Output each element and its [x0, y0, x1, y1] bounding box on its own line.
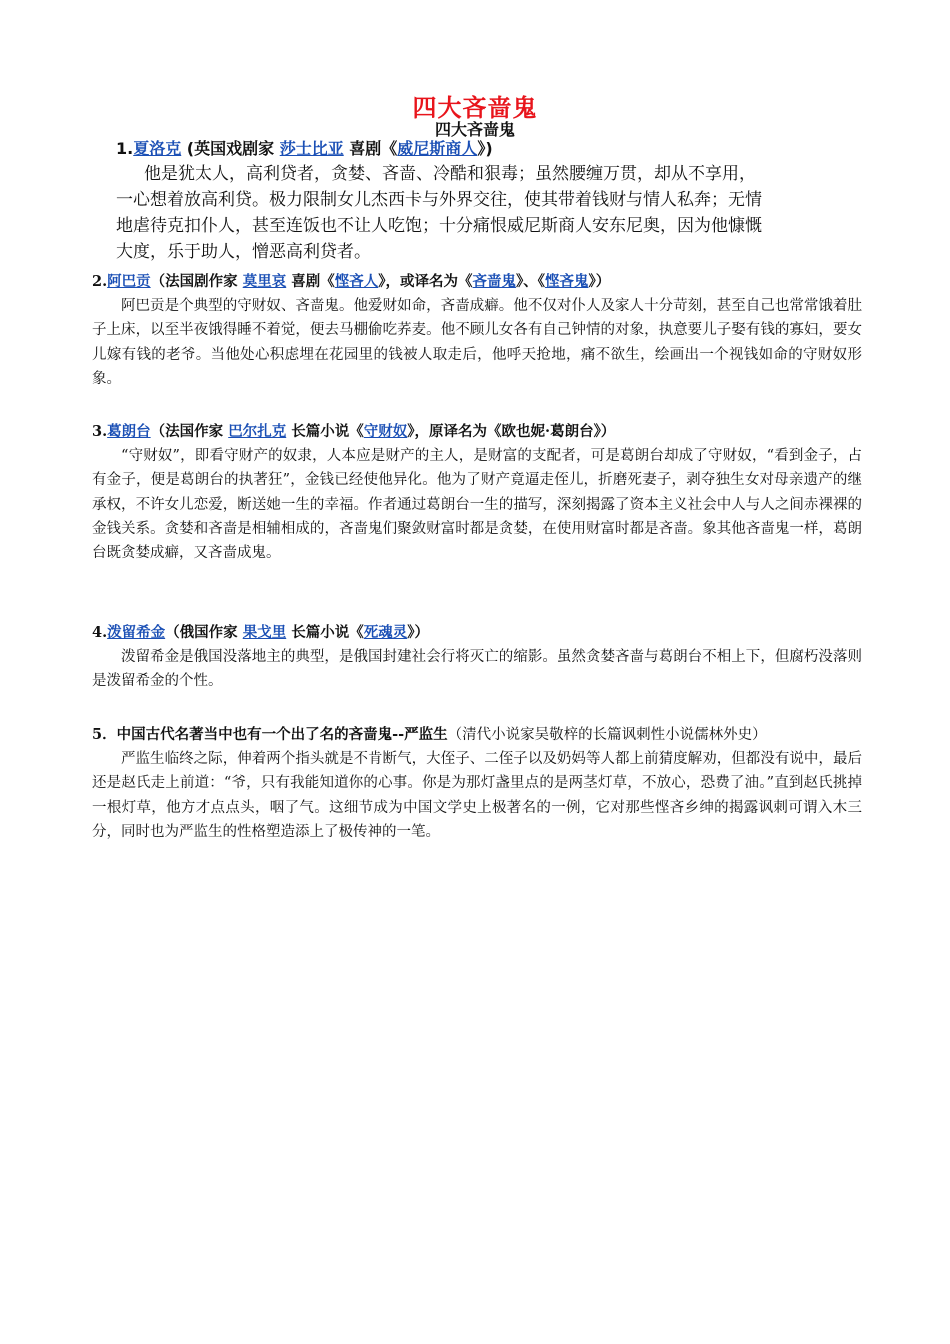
- page-title: 四大吝啬鬼: [412, 94, 538, 122]
- author-link[interactable]: 巴尔扎克: [228, 423, 287, 440]
- section-body: 阿巴贡是个典型的守财奴、吝啬鬼。他爱财如命，吝啬成癖。他不仅对仆人及家人十分苛刻，甚至自己也常常饿着肚子上床，以至半夜饿得睡不着觉，便去马棚偷吃荞麦。他不顾儿女各有自己钟情的对象，执意要儿子娶有钱的寡妇，要女儿嫁有钱的老爷。当他处心积虑埋在花园里的钱被人取走后，他呼天抢地，痛不欲生，绘画出一个视钱如命的守财奴形象。: [92, 298, 862, 387]
- author-link[interactable]: 果戈里: [242, 624, 287, 641]
- body-line: 一心想着放高利贷。极力限制女儿杰西卡与外界交往，使其带着钱财与情人私奔；无情: [116, 190, 762, 210]
- section-title: 5．中国古代名著当中也有一个出了名的吝啬鬼--严监生: [92, 726, 448, 743]
- section-heading: 1.夏洛克 (英国戏剧家 莎士比亚 喜剧《威尼斯商人》): [116, 139, 493, 158]
- section-number: 4.: [92, 624, 108, 641]
- section-body: “守财奴”，即看守财产的奴隶，人本应是财产的主人，是财富的支配者，可是葛朗台却成了守财奴，“看到金子，占有金子，便是葛朗台的执著狂”，金钱已经使他异化。他为了财产竟逼走侄儿，折磨死妻子，剥夺独生女对母亲遗产的继承权，不许女儿恋爱，断送她一生的幸福。作者通过葛朗台一生的描写，深刻揭露了资本主义社会中人与人之间赤裸裸的金钱关系。贪婪和吝啬是相辅相成的，吝啬鬼们聚敛财富时都是贪婪，在使用财富时都是吝啬。象其他吝啬鬼一样，葛朗台既贪婪成癖，又吝啬成鬼。: [92, 448, 862, 562]
- work-link[interactable]: 威尼斯商人: [397, 139, 478, 158]
- section-note: （清代小说家吴敬梓的长篇讽刺性小说儒林外史）: [447, 727, 767, 743]
- section-heading: [92, 723, 862, 747]
- body-line: 他是犹太人，高利贷者，贪婪、吝啬、冷酷和狠毒；虽然腰缠万贯，却从不享用，: [144, 164, 756, 184]
- section-number: 1.: [116, 139, 134, 158]
- body-line: 大度，乐于助人，憎恶高利贷者。: [116, 242, 371, 262]
- work-link[interactable]: 悭吝鬼: [545, 273, 589, 290]
- section-body: [116, 161, 846, 265]
- author-link[interactable]: 莫里哀: [242, 273, 287, 290]
- character-link[interactable]: 夏洛克: [133, 139, 182, 158]
- section-heading: 3.葛朗台（法国作家 巴尔扎克 长篇小说《守财奴》，原译名为《欧也妮·葛朗台》）: [92, 423, 616, 440]
- character-link[interactable]: 葛朗台: [107, 423, 151, 440]
- section-yan-jiansheng: [92, 723, 862, 844]
- page-subtitle: 四大吝啬鬼: [434, 120, 515, 139]
- section-shylock: [116, 137, 846, 265]
- section-body: 严监生临终之际，伸着两个指头就是不肯断气，大侄子、二侄子以及奶妈等人都上前猜度解劝，但都没有说中，最后还是赵氏走上前道：“爷，只有我能知道你的心事。你是为那灯盏里点的是两茎灯草，不放心，恐费了油。”直到赵氏挑掉一根灯草，他方才点点头，咽了气。这细节成为中国文学史上极著名的一例，它对那些悭吝乡绅的揭露讽刺可谓入木三分，同时也为严监生的性格塑造添上了极传神的一笔。: [92, 751, 862, 840]
- work-link[interactable]: 死魂灵: [363, 624, 408, 641]
- character-link[interactable]: 泼留希金: [107, 624, 166, 641]
- work-link[interactable]: 吝啬鬼: [472, 273, 517, 290]
- work-link[interactable]: 守财奴: [363, 423, 408, 440]
- section-plyushkin: [92, 621, 862, 694]
- section-harpagon: [92, 270, 862, 391]
- work-link[interactable]: 悭吝人: [334, 273, 379, 290]
- section-heading: 4.泼留希金（俄国作家 果戈里 长篇小说《死魂灵》）: [92, 624, 430, 641]
- section-heading: 2.阿巴贡（法国剧作家 莫里哀 喜剧《悭吝人》，或译名为《吝啬鬼》、《悭吝鬼》）: [92, 273, 611, 290]
- section-grandet: [92, 420, 862, 565]
- character-link[interactable]: 阿巴贡: [107, 273, 151, 290]
- section-body: 泼留希金是俄国没落地主的典型，是俄国封建社会行将灭亡的缩影。虽然贪婪吝啬与葛朗台不相上下，但腐朽没落则是泼留希金的个性。: [92, 649, 862, 690]
- author-link[interactable]: 莎士比亚: [279, 139, 344, 158]
- section-number: 3.: [92, 423, 108, 440]
- section-number: 2.: [92, 273, 108, 290]
- body-line: 地虐待克扣仆人，甚至连饭也不让人吃饱；十分痛恨威尼斯商人安东尼奥，因为他慷慨: [116, 216, 762, 236]
